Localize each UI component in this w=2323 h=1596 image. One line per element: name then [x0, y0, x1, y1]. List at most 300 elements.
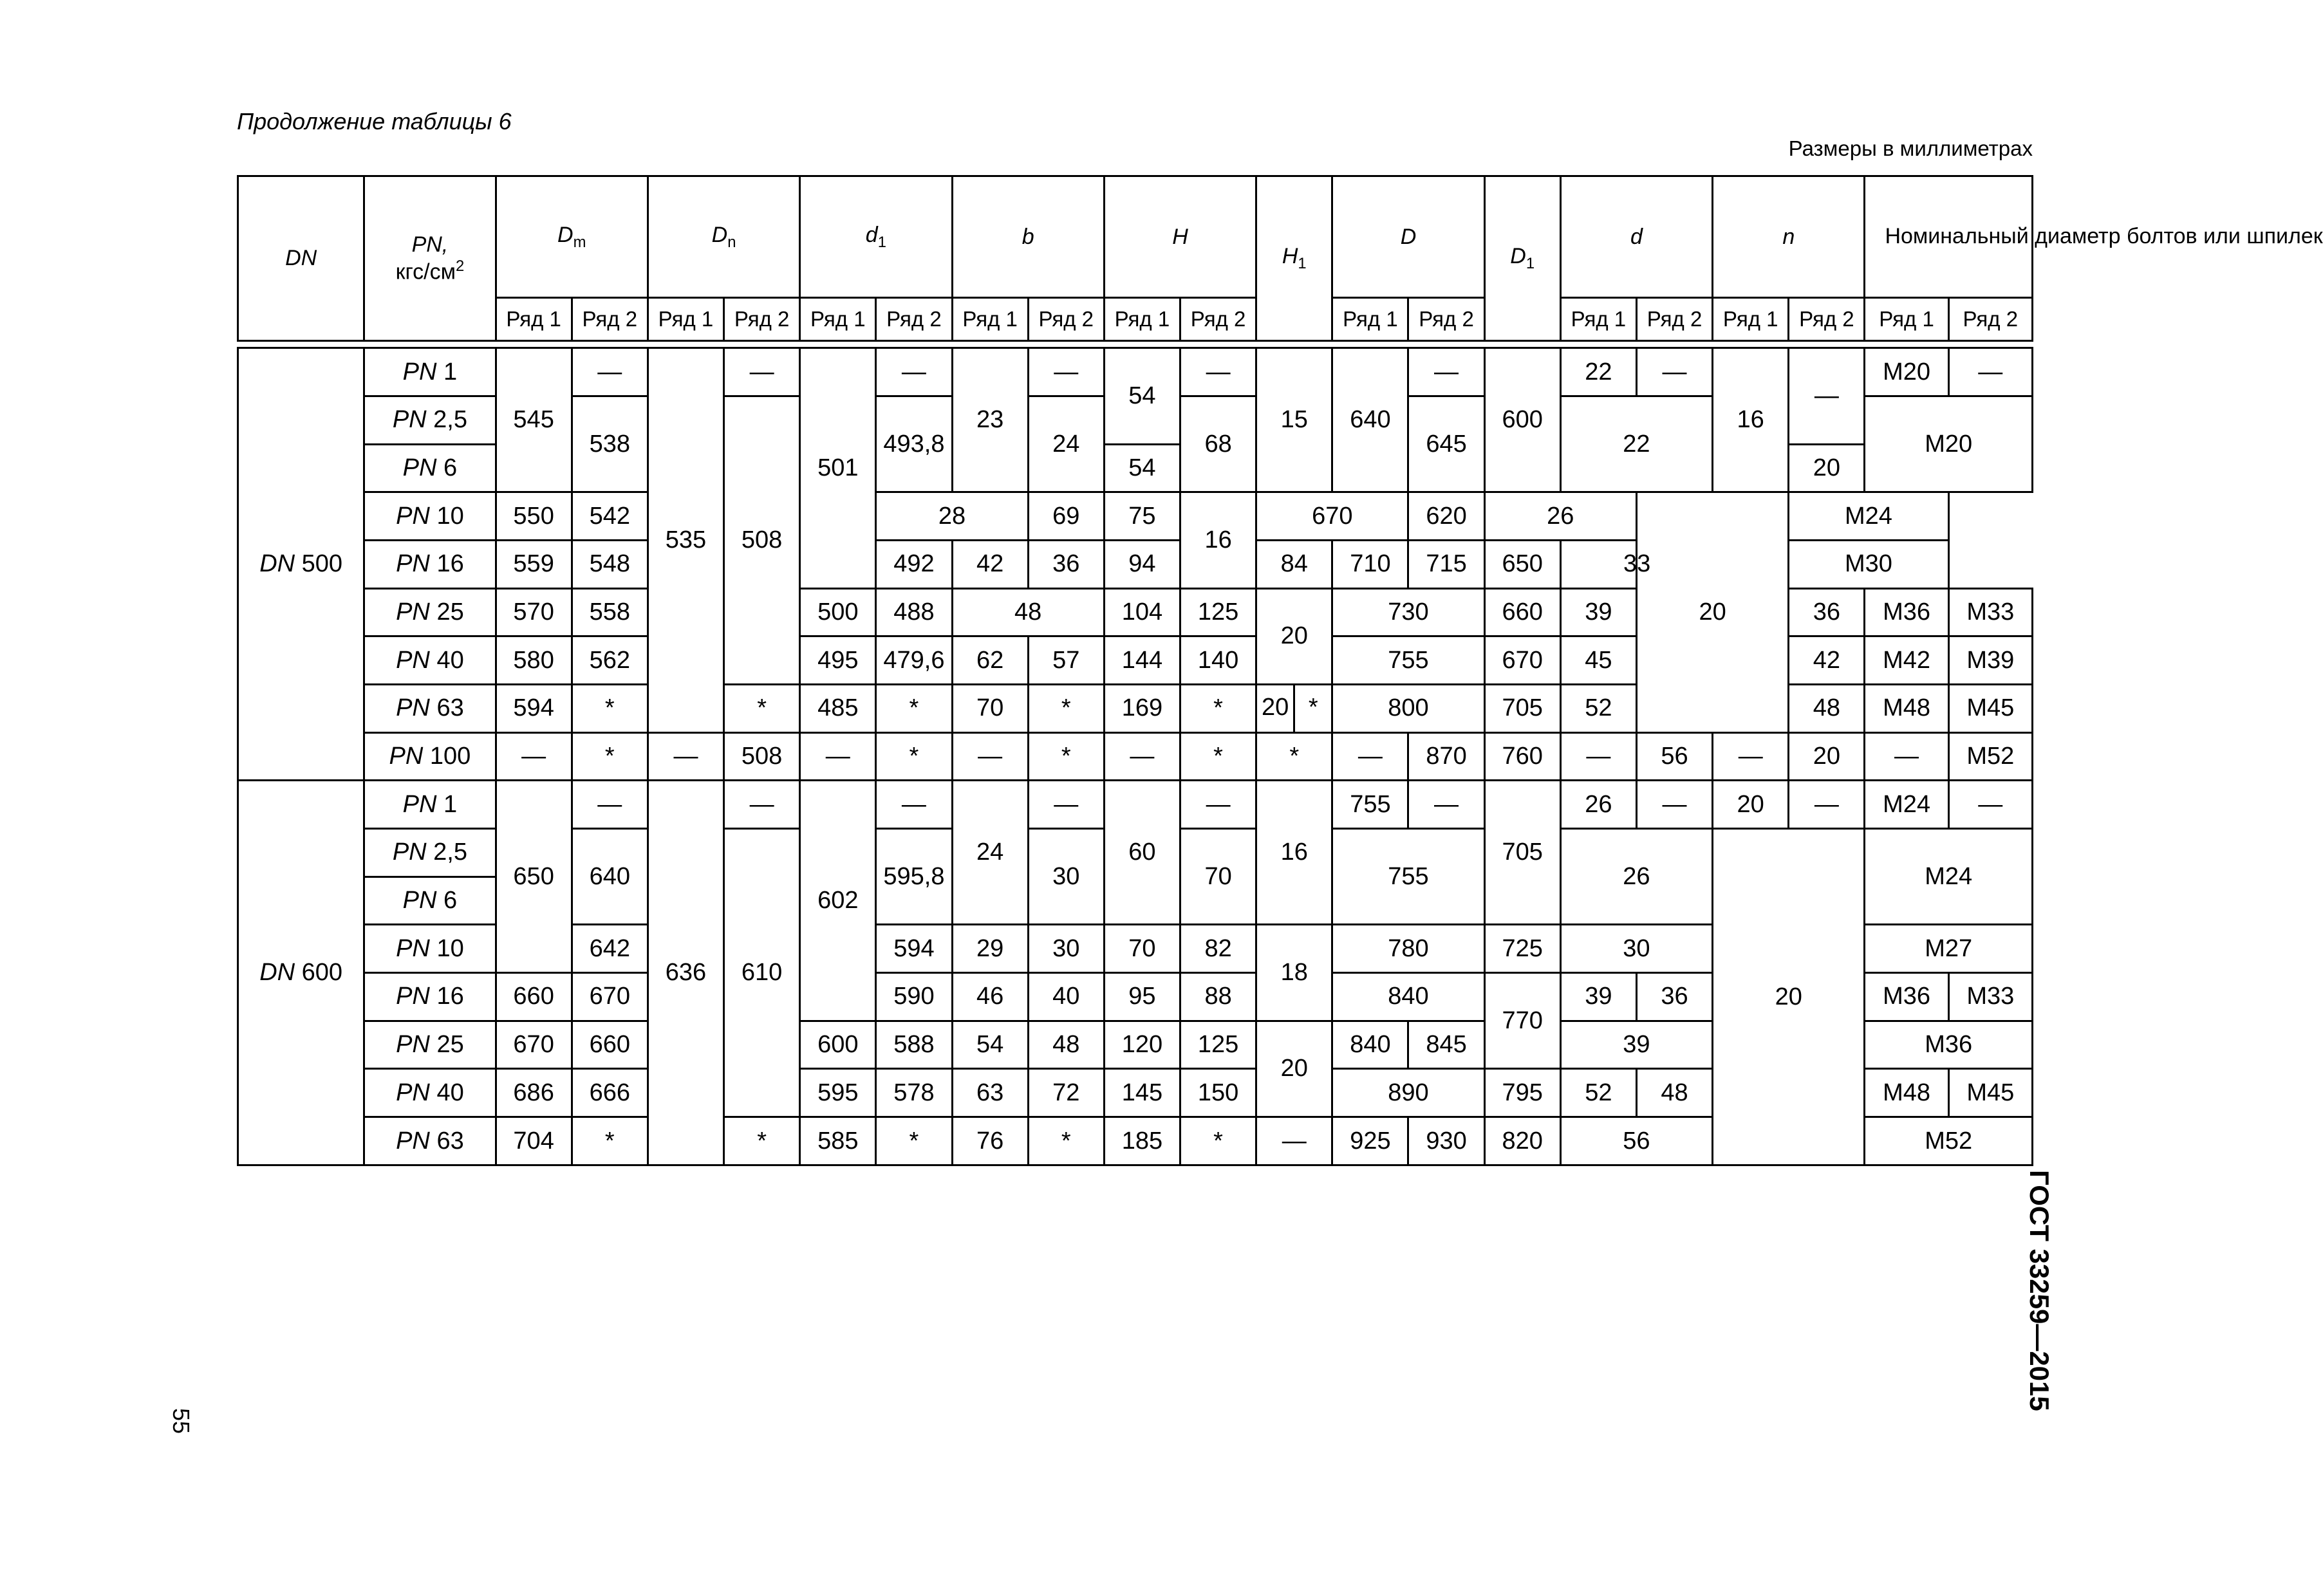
pn-cell [364, 348, 496, 396]
cell: M27 [1865, 925, 2033, 973]
cell: 72 [1028, 1069, 1104, 1117]
cell: 22 [1560, 348, 1636, 396]
cell: 501 [800, 348, 876, 588]
cell: M30 [1789, 541, 1948, 589]
header-b: b [952, 176, 1104, 298]
cell: — [496, 732, 572, 781]
cell: 145 [1104, 1069, 1180, 1117]
pn-cell [364, 877, 496, 925]
pn-prefix: PN [396, 1079, 430, 1106]
h1-value: 20 [1257, 685, 1295, 732]
header-row1: Ряд 1 [1560, 298, 1636, 341]
cell: M24 [1865, 829, 2033, 925]
cell: 580 [496, 636, 572, 685]
cell: 104 [1104, 588, 1180, 636]
cell: 94 [1104, 541, 1180, 589]
cell: 39 [1560, 1021, 1712, 1069]
cell: — [1408, 348, 1484, 396]
cell: 538 [572, 396, 648, 492]
cell: — [724, 348, 800, 396]
cell: 670 [572, 973, 648, 1021]
cell: 645 [1408, 396, 1484, 492]
pn-prefix: PN [396, 502, 430, 530]
header-n: n [1713, 176, 1865, 298]
cell: — [1789, 348, 1865, 444]
pn-cell [364, 973, 496, 1021]
cell: 20 [1713, 781, 1789, 829]
cell: 755 [1332, 829, 1484, 925]
table-row [238, 781, 2033, 829]
cell: 28 [876, 492, 1028, 541]
pn-prefix: PN [396, 598, 430, 626]
pn-prefix: PN [392, 839, 427, 866]
pn-cell [364, 396, 496, 445]
cell: — [1256, 1117, 1332, 1165]
cell: — [724, 781, 800, 829]
cell: * [572, 1117, 648, 1165]
header-row1: Ряд 1 [1104, 298, 1180, 341]
cell: 725 [1484, 925, 1560, 973]
header-dm-sym: D [557, 222, 574, 247]
units-note: Размеры в миллиметрах [1788, 136, 2033, 160]
cell: — [1180, 781, 1256, 829]
pn-prefix: PN [402, 358, 437, 385]
header-row1: Ряд 1 [1713, 298, 1789, 341]
cell: 595,8 [876, 829, 952, 925]
pn-value: 1 [443, 790, 458, 818]
cell: M45 [1948, 1069, 2032, 1117]
cell: 755 [1332, 636, 1484, 685]
cell: 20 [1789, 732, 1865, 781]
header-row2: Ряд 2 [724, 298, 800, 341]
header-d1-sub: 1 [877, 233, 886, 251]
cell: — [572, 781, 648, 829]
header-D1-sub: 1 [1525, 254, 1535, 272]
header-d1 [800, 176, 952, 298]
pn-prefix: PN [396, 550, 430, 578]
cell: — [648, 732, 723, 781]
cell: 150 [1180, 1069, 1256, 1117]
cell: M36 [1865, 588, 1948, 636]
table-row [238, 732, 2033, 781]
cell: M36 [1865, 973, 1948, 1021]
cell: 670 [1256, 492, 1408, 541]
pn-value: 63 [436, 1127, 464, 1155]
cell: 54 [1104, 348, 1180, 444]
cell: * [876, 685, 952, 733]
cell: 578 [876, 1069, 952, 1117]
cell: — [952, 732, 1028, 781]
pn-value: 40 [436, 1079, 464, 1106]
cell: 120 [1104, 1021, 1180, 1069]
cell: 125 [1180, 588, 1256, 636]
cell: — [1636, 348, 1712, 396]
cell: 650 [1484, 541, 1560, 589]
header-dn: DN [238, 176, 364, 341]
header-h: H [1104, 176, 1256, 298]
dn-value: 500 [301, 550, 343, 578]
cell: — [1408, 781, 1484, 829]
cell: 52 [1560, 685, 1636, 733]
cell: * [572, 732, 648, 781]
cell: 70 [1104, 925, 1180, 973]
pn-value: 100 [429, 743, 471, 770]
pn-value: 2,5 [433, 839, 467, 866]
cell: 26 [1560, 829, 1712, 925]
pn-cell [364, 444, 496, 492]
cell: * [1028, 1117, 1104, 1165]
cell: 845 [1408, 1021, 1484, 1069]
pn-cell [364, 781, 496, 829]
pn-cell [364, 636, 496, 685]
cell: 930 [1408, 1117, 1484, 1165]
pn-prefix: PN [396, 1127, 430, 1155]
pn-cell [364, 1021, 496, 1069]
cell: — [876, 781, 952, 829]
cell: — [1789, 781, 1865, 829]
pn-prefix: PN [396, 694, 430, 722]
cell: 550 [496, 492, 572, 541]
cell: 493,8 [876, 396, 952, 492]
cell: 620 [1408, 492, 1484, 541]
header-row2: Ряд 2 [1028, 298, 1104, 341]
cell: 800 [1332, 685, 1484, 733]
cell: M20 [1865, 396, 2033, 492]
pn-prefix: PN [396, 934, 430, 962]
header-row2: Ряд 2 [876, 298, 952, 341]
cell: 562 [572, 636, 648, 685]
header-dn-col [648, 176, 799, 298]
dn-cell [238, 781, 364, 1165]
cell: 68 [1180, 396, 1256, 492]
pn-value: 16 [436, 550, 464, 578]
cell: M48 [1865, 685, 1948, 733]
cell: 594 [496, 685, 572, 733]
header-separator [238, 341, 2033, 348]
cell: 20 [1256, 588, 1332, 684]
cell: 660 [1484, 588, 1560, 636]
pn-cell [364, 588, 496, 636]
header-pn-label: PN, [411, 232, 449, 257]
cell: 60 [1104, 781, 1180, 925]
cell: 500 [800, 588, 876, 636]
cell: 508 [724, 732, 800, 781]
cell: * [1180, 1117, 1256, 1165]
cell: — [876, 348, 952, 396]
header-h1 [1256, 176, 1332, 341]
cell: 670 [496, 1021, 572, 1069]
cell: — [1865, 732, 1948, 781]
pn-value: 10 [436, 502, 464, 530]
pn-prefix: PN [396, 1031, 430, 1059]
cell: * [876, 732, 952, 781]
page-number: 55 [168, 1408, 194, 1434]
pn-value: 2,5 [433, 406, 467, 434]
cell: 535 [648, 348, 723, 732]
cell: 54 [1104, 444, 1180, 492]
cell: 760 [1484, 732, 1560, 781]
cell: M20 [1865, 348, 1948, 396]
cell: 95 [1104, 973, 1180, 1021]
cell: M42 [1865, 636, 1948, 685]
cell: 36 [1028, 541, 1104, 589]
cell: 69 [1028, 492, 1104, 541]
cell: 84 [1256, 541, 1332, 589]
pn-value: 40 [436, 646, 464, 674]
cell: 559 [496, 541, 572, 589]
cell: 144 [1104, 636, 1180, 685]
cell: 870 [1408, 732, 1484, 781]
cell: 52 [1560, 1069, 1636, 1117]
pn-value: 1 [443, 358, 458, 385]
cell: 15 [1256, 348, 1332, 492]
cell: 640 [572, 829, 648, 925]
cell: * [1028, 732, 1104, 781]
cell: 62 [952, 636, 1028, 685]
cell: 610 [724, 829, 800, 1117]
pn-cell [364, 732, 496, 781]
cell: 16 [1713, 348, 1789, 492]
cell: 925 [1332, 1117, 1408, 1165]
cell: 125 [1180, 1021, 1256, 1069]
cell: — [1636, 781, 1712, 829]
cell: 56 [1636, 732, 1712, 781]
header-row2: Ряд 2 [1636, 298, 1712, 341]
header-row2: Ряд 2 [1180, 298, 1256, 341]
cell: * [876, 1117, 952, 1165]
cell: M33 [1948, 973, 2032, 1021]
header-row1: Ряд 1 [496, 298, 572, 341]
cell: * [1028, 685, 1104, 733]
header-row1: Ряд 1 [800, 298, 876, 341]
cell: 30 [1028, 829, 1104, 925]
cell: 39 [1560, 588, 1636, 636]
cell: 585 [800, 1117, 876, 1165]
pn-cell [364, 1069, 496, 1117]
header-row2: Ряд 2 [1408, 298, 1484, 341]
pn-prefix: PN [396, 983, 430, 1010]
cell: 29 [952, 925, 1028, 973]
cell: 595 [800, 1069, 876, 1117]
cell: 48 [1789, 685, 1865, 733]
header-d: d [1560, 176, 1712, 298]
cell: 755 [1332, 781, 1408, 829]
cell: M33 [1948, 588, 2032, 636]
cell: M36 [1865, 1021, 2033, 1069]
header-bolt: Номинальный диаметр болтов или шпилек [1865, 176, 2033, 298]
cell: 20 [1713, 829, 1865, 1165]
cell: — [1332, 732, 1408, 781]
cell: 42 [1789, 636, 1865, 685]
cell: 600 [800, 1021, 876, 1069]
cell: — [800, 732, 876, 781]
cell: * [572, 685, 648, 733]
cell: 24 [1028, 396, 1104, 492]
cell: 495 [800, 636, 876, 685]
cell: 36 [1636, 973, 1712, 1021]
header-row2: Ряд 2 [572, 298, 648, 341]
cell: 488 [876, 588, 952, 636]
cell: 704 [496, 1117, 572, 1165]
cell: 542 [572, 492, 648, 541]
cell: 70 [1180, 829, 1256, 925]
pn-value: 25 [436, 598, 464, 626]
cell: 16 [1256, 781, 1332, 925]
pn-value: 6 [443, 887, 458, 914]
cell: 70 [952, 685, 1028, 733]
cell: M39 [1948, 636, 2032, 685]
cell: — [1028, 348, 1104, 396]
cell: 548 [572, 541, 648, 589]
cell: — [572, 348, 648, 396]
cell: — [1028, 781, 1104, 829]
cell: 642 [572, 925, 648, 973]
cell: 640 [1332, 348, 1408, 492]
cell: 594 [876, 925, 952, 973]
cell: 558 [572, 588, 648, 636]
dn-value: 600 [301, 959, 343, 987]
cell: 57 [1028, 636, 1104, 685]
dn-prefix: DN [259, 550, 295, 578]
cell: 705 [1484, 685, 1560, 733]
cell: 40 [1028, 973, 1104, 1021]
header-D1-sym: D [1510, 244, 1526, 269]
header-dm-sub: m [573, 233, 586, 251]
cell: * [1180, 685, 1256, 733]
document-code: ГОСТ 33259—2015 [2024, 1170, 2055, 1411]
cell: 479,6 [876, 636, 952, 685]
pn-value: 16 [436, 983, 464, 1010]
cell: * [1256, 732, 1332, 781]
cell: 22 [1560, 396, 1712, 492]
cell: 185 [1104, 1117, 1180, 1165]
pn-cell [364, 829, 496, 877]
cell: 545 [496, 348, 572, 492]
cell: 492 [876, 541, 952, 589]
cell: 20 [1789, 444, 1865, 492]
cell: 39 [1560, 973, 1636, 1021]
cell: 76 [952, 1117, 1028, 1165]
cell: 46 [952, 973, 1028, 1021]
header-row2: Ряд 2 [1789, 298, 1865, 341]
cell: 16 [1180, 492, 1256, 588]
cell: 840 [1332, 1021, 1408, 1069]
cell: 45 [1560, 636, 1636, 685]
table-row [238, 348, 2033, 396]
cell: — [1948, 348, 2032, 396]
cell: M24 [1865, 781, 1948, 829]
cell: 36 [1789, 588, 1865, 636]
cell: 730 [1332, 588, 1484, 636]
cell: 840 [1332, 973, 1484, 1021]
dn-cell [238, 348, 364, 781]
pn-cell [364, 492, 496, 541]
cell: 485 [800, 685, 876, 733]
header-pn-unit-sup: 2 [455, 257, 465, 275]
pn-cell [364, 685, 496, 733]
pn-cell [364, 1117, 496, 1165]
cell: 30 [1560, 925, 1712, 973]
cell: 56 [1560, 1117, 1712, 1165]
header-row1: Ряд 1 [952, 298, 1028, 341]
cell: 42 [952, 541, 1028, 589]
cell: 48 [1636, 1069, 1712, 1117]
cell: 24 [952, 781, 1028, 925]
cell: 710 [1332, 541, 1408, 589]
cell: 795 [1484, 1069, 1560, 1117]
header-pn-unit: кгс/см [395, 259, 456, 284]
header-dm [496, 176, 648, 298]
cell: 686 [496, 1069, 572, 1117]
cell: 705 [1484, 781, 1560, 925]
cell: 770 [1484, 973, 1560, 1069]
table-row [238, 492, 2033, 541]
cell: 590 [876, 973, 952, 1021]
cell: 23 [952, 348, 1028, 492]
cell: 140 [1180, 636, 1256, 685]
cell: * [724, 1117, 800, 1165]
cell: 88 [1180, 973, 1256, 1021]
cell: M24 [1789, 492, 1948, 541]
cell [1256, 685, 1332, 733]
cell: 715 [1408, 541, 1484, 589]
cell: 75 [1104, 492, 1180, 541]
cell: 26 [1484, 492, 1636, 541]
pn-cell [364, 925, 496, 973]
pn-prefix: PN [392, 406, 427, 434]
cell: 508 [724, 396, 800, 685]
cell: 570 [496, 588, 572, 636]
cell: 636 [648, 781, 723, 1165]
pn-value: 25 [436, 1031, 464, 1059]
cell: 169 [1104, 685, 1180, 733]
cell: 660 [496, 973, 572, 1021]
pn-prefix: PN [402, 454, 437, 482]
cell: M52 [1948, 732, 2032, 781]
cell: 18 [1256, 925, 1332, 1021]
cell: 20 [1256, 1021, 1332, 1117]
header-h1-sym: H [1282, 244, 1298, 269]
cell: 54 [952, 1021, 1028, 1069]
flange-dimensions-table [237, 175, 2323, 1166]
cell: 602 [800, 781, 876, 1021]
cell: — [1948, 781, 2032, 829]
header-row1: Ряд 1 [1332, 298, 1408, 341]
cell: — [1713, 732, 1789, 781]
cell: 48 [1028, 1021, 1104, 1069]
pn-prefix: PN [402, 790, 437, 818]
header-d1-sym: d [865, 222, 878, 247]
header-row1: Ряд 1 [1865, 298, 1948, 341]
header-D: D [1332, 176, 1484, 298]
header-dn-col-sym: D [711, 222, 728, 247]
cell: * [1180, 732, 1256, 781]
cell: 666 [572, 1069, 648, 1117]
cell: 30 [1028, 925, 1104, 973]
cell: 600 [1484, 348, 1560, 492]
dn-prefix: DN [259, 959, 295, 987]
cell: 20 [1636, 492, 1788, 732]
header-pn [364, 176, 496, 341]
header-dn-col-sub: n [727, 233, 736, 251]
cell: — [1560, 732, 1636, 781]
pn-prefix: PN [396, 646, 430, 674]
cell: M45 [1948, 685, 2032, 733]
cell: 588 [876, 1021, 952, 1069]
header-h1-sub: 1 [1298, 254, 1307, 272]
header-row1: Ряд 1 [648, 298, 723, 341]
cell: 33 [1560, 541, 1712, 589]
